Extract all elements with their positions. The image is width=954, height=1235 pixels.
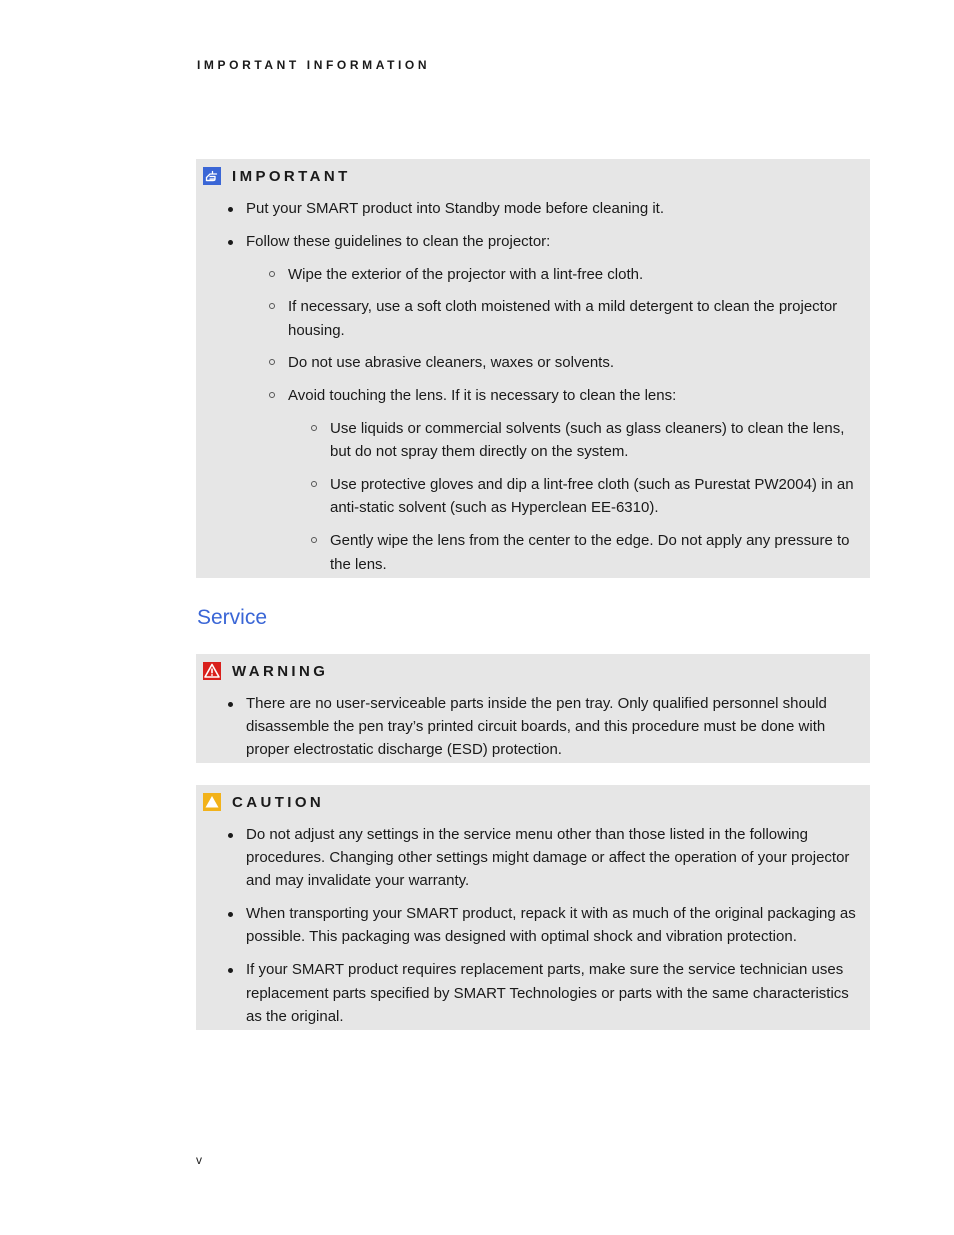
caution-line: and may invalidate your warranty.: [246, 872, 470, 889]
caution-line: If your SMART product requires replacement parts, make sure the service technician uses: [246, 961, 844, 978]
sub-bullet: [269, 359, 275, 365]
caution-line: Do not adjust any settings in the service menu other than those listed in the following: [246, 826, 808, 843]
pointing-hand-icon: [203, 167, 221, 185]
bullet: [228, 240, 233, 245]
lens-item-continued: the lens.: [330, 556, 387, 573]
sub-list-item: If necessary, use a soft cloth moistened with a mild detergent to clean the projector: [288, 298, 838, 315]
sub-bullet: [269, 392, 275, 398]
caution-line: possible. This packaging was designed with optimal shock and vibration protection.: [246, 928, 797, 945]
caution-header: [203, 792, 324, 812]
lens-item: Use protective gloves and dip a lint-free cloth (such as Purestat PW2004) in an: [330, 476, 854, 493]
bullet: [228, 968, 233, 973]
lens-item: Use liquids or commercial solvents (such as glass cleaners) to clean the lens,: [330, 420, 845, 437]
lens-item-continued: but do not spray them directly on the system.: [330, 443, 629, 460]
caution-line: replacement parts specified by SMART Technologies or parts with the same characteristics: [246, 985, 849, 1002]
section-heading: Service: [197, 606, 268, 629]
sub-bullet: [269, 303, 275, 309]
sub-bullet: [269, 271, 275, 277]
sub-sub-bullet: [311, 481, 317, 487]
warning-line: There are no user-serviceable parts inside the pen tray. Only qualified personnel should: [246, 695, 827, 712]
list-item: Put your SMART product into Standby mode before cleaning it.: [246, 200, 665, 217]
lens-item-continued: anti-static solvent (such as Hyperclean EE-6310).: [330, 499, 659, 516]
caution-line: When transporting your SMART product, repack it with as much of the original packaging as: [246, 905, 856, 922]
warning-title: WARNING: [232, 662, 329, 680]
warning-icon: [203, 662, 221, 680]
bullet: [228, 207, 233, 212]
bullet: [228, 702, 233, 707]
sub-list-item-continued: housing.: [288, 322, 345, 339]
page-number: v: [196, 1153, 202, 1167]
warning-line: proper electrostatic discharge (ESD) protection.: [246, 741, 562, 758]
bullet: [228, 912, 233, 917]
important-title: IMPORTANT: [232, 167, 351, 185]
caution-line: as the original.: [246, 1008, 344, 1025]
warning-header: [203, 661, 328, 681]
warning-line: disassemble the pen tray’s printed circuit boards, and this procedure must be done with: [246, 718, 826, 735]
list-item: Follow these guidelines to clean the projector:: [246, 233, 551, 250]
caution-icon: [203, 793, 221, 811]
lens-item: Gently wipe the lens from the center to the edge. Do not apply any pressure to: [330, 532, 850, 549]
sub-list-item: Wipe the exterior of the projector with a lint-free cloth.: [288, 266, 644, 283]
caution-title: CAUTION: [232, 793, 325, 811]
running-head: IMPORTANT INFORMATION: [197, 58, 431, 72]
sub-list-item: Avoid touching the lens. If it is necessary to clean the lens:: [288, 387, 677, 404]
important-header: [203, 166, 351, 186]
caution-line: procedures. Changing other settings might damage or affect the operation of your projector: [246, 849, 850, 866]
bullet: [228, 833, 233, 838]
sub-sub-bullet: [311, 537, 317, 543]
sub-list-item: Do not use abrasive cleaners, waxes or solvents.: [288, 354, 614, 371]
sub-sub-bullet: [311, 425, 317, 431]
